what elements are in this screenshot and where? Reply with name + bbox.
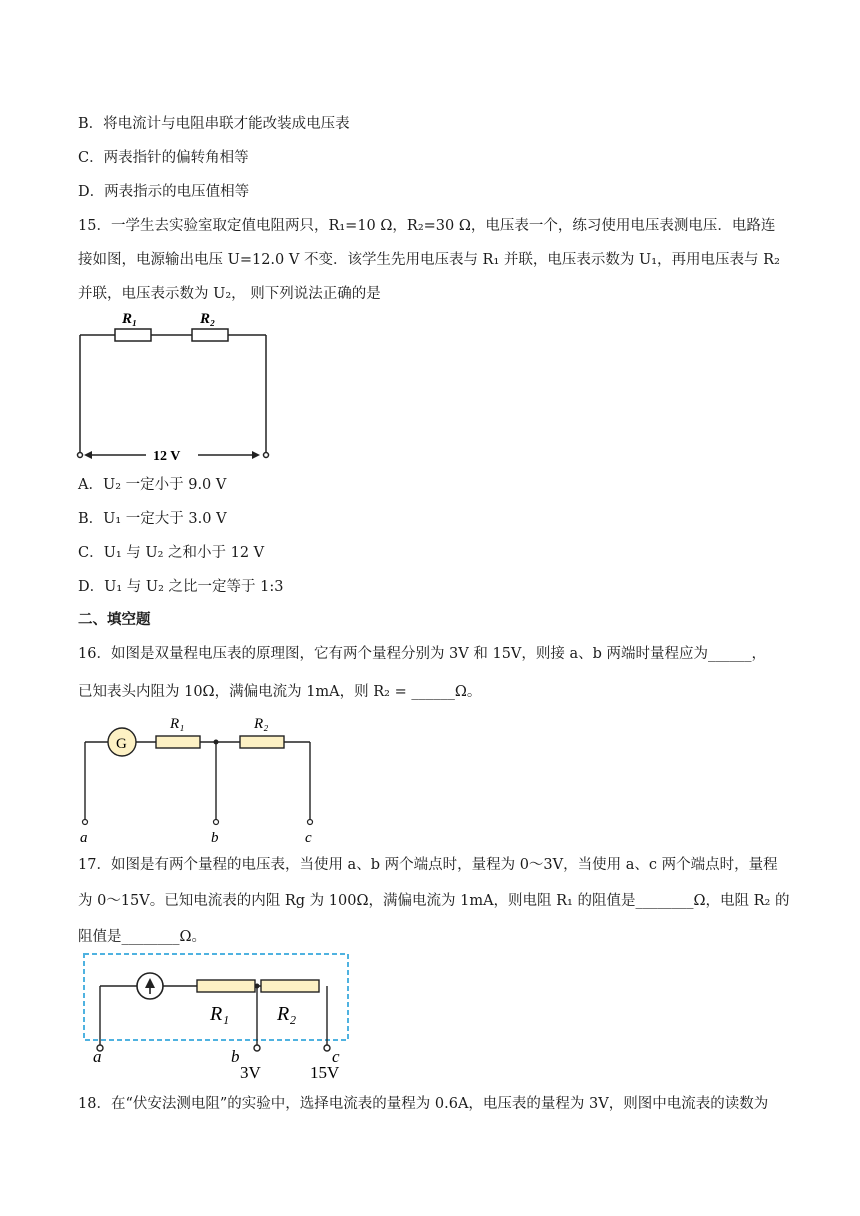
q17-dashed-box [84, 954, 348, 1040]
q16-stem-line1: 16．如图是双量程电压表的原理图，它有两个量程分别为 3V 和 15V，则接 a、b 两端时量程应为______， [78, 646, 767, 662]
q17-label-r2: R₂ [277, 1003, 297, 1025]
q16-label-b: b [211, 830, 219, 846]
q15-circuit-figure [70, 305, 280, 465]
q17-stem-line1: 17．如图是有两个量程的电压表，当使用 a、b 两个端点时，量程为 0～3V，当使用 a、c 两个端点时，量程 [78, 857, 778, 873]
q16-label-a: a [80, 830, 88, 846]
q17-resistor-r2 [261, 980, 319, 992]
q16-resistor-r1 [156, 736, 200, 748]
q15-option-c: C．U₁ 与 U₂ 之和小于 12 V [78, 545, 265, 561]
q18-stem-line1: 18．在“伏安法测电阻”的实验中，选择电流表的量程为 0.6A，电压表的量程为 3V，则图中电流表的读数为 [78, 1096, 769, 1112]
q16-resistor-r2 [240, 736, 284, 748]
q15-label-r1: R₁ [122, 311, 138, 327]
q15-stem-line2: 接如图，电源输出电压 U=12.0 V 不变．该学生先用电压表与 R₁ 并联，电压表示数为 U₁，再用电压表与 R₂ [78, 252, 780, 268]
q15-terminal-left [78, 453, 83, 458]
q15-label-r2: R₂ [200, 311, 216, 327]
q16-label-r1: R₁ [170, 716, 185, 732]
section-heading: 二、填空题 [78, 612, 151, 628]
q17-label-3v: 3V [240, 1063, 261, 1082]
q16-stem-line2: 已知表头内阻为 10Ω，满偏电流为 1mA，则 R₂ = ______Ω。 [78, 684, 482, 700]
q16-label-c: c [305, 830, 312, 846]
q17-circuit-figure [80, 950, 355, 1084]
q15-option-d: D．U₁ 与 U₂ 之比一定等于 1:3 [78, 579, 284, 595]
q15-resistor-r2 [192, 329, 228, 341]
q17-label-c: c [332, 1047, 340, 1066]
q15-stem-line3: 并联，电压表示数为 U₂， 则下列说法正确的是 [78, 286, 381, 302]
q17-label-15v: 15V [310, 1063, 340, 1082]
q15-terminal-right [264, 453, 269, 458]
q16-label-g: G [116, 736, 127, 752]
q14-option-d: D．两表指示的电压值相等 [78, 184, 250, 200]
q15-label-voltage: 12 V [153, 449, 181, 464]
q16-label-r2: R₂ [254, 716, 269, 732]
q17-label-a: a [93, 1047, 102, 1066]
q15-option-a: A．U₂ 一定小于 9.0 V [78, 477, 227, 493]
q16-circuit-figure [70, 708, 330, 848]
q17-resistor-r1 [197, 980, 255, 992]
q15-stem-line1: 15．一学生去实验室取定值电阻两只，R₁=10 Ω，R₂=30 Ω，电压表一个，练习使用电压表测电压．电路连 [78, 218, 776, 234]
q15-resistor-r1 [115, 329, 151, 341]
q17-stem-line3: 阻值是________Ω。 [78, 929, 207, 945]
q17-label-b: b [231, 1047, 240, 1066]
q17-stem-line2: 为 0～15V。已知电流表的内阻 Rg 为 100Ω，满偏电流为 1mA，则电阻 R₁ 的阻值是________Ω，电阻 R₂ 的 [78, 893, 790, 909]
q14-option-c: C．两表指针的偏转角相等 [78, 150, 249, 166]
q17-label-r1: R₁ [210, 1003, 230, 1025]
q14-option-b: B．将电流计与电阻串联才能改装成电压表 [78, 116, 350, 132]
q15-option-b: B．U₁ 一定大于 3.0 V [78, 511, 227, 527]
